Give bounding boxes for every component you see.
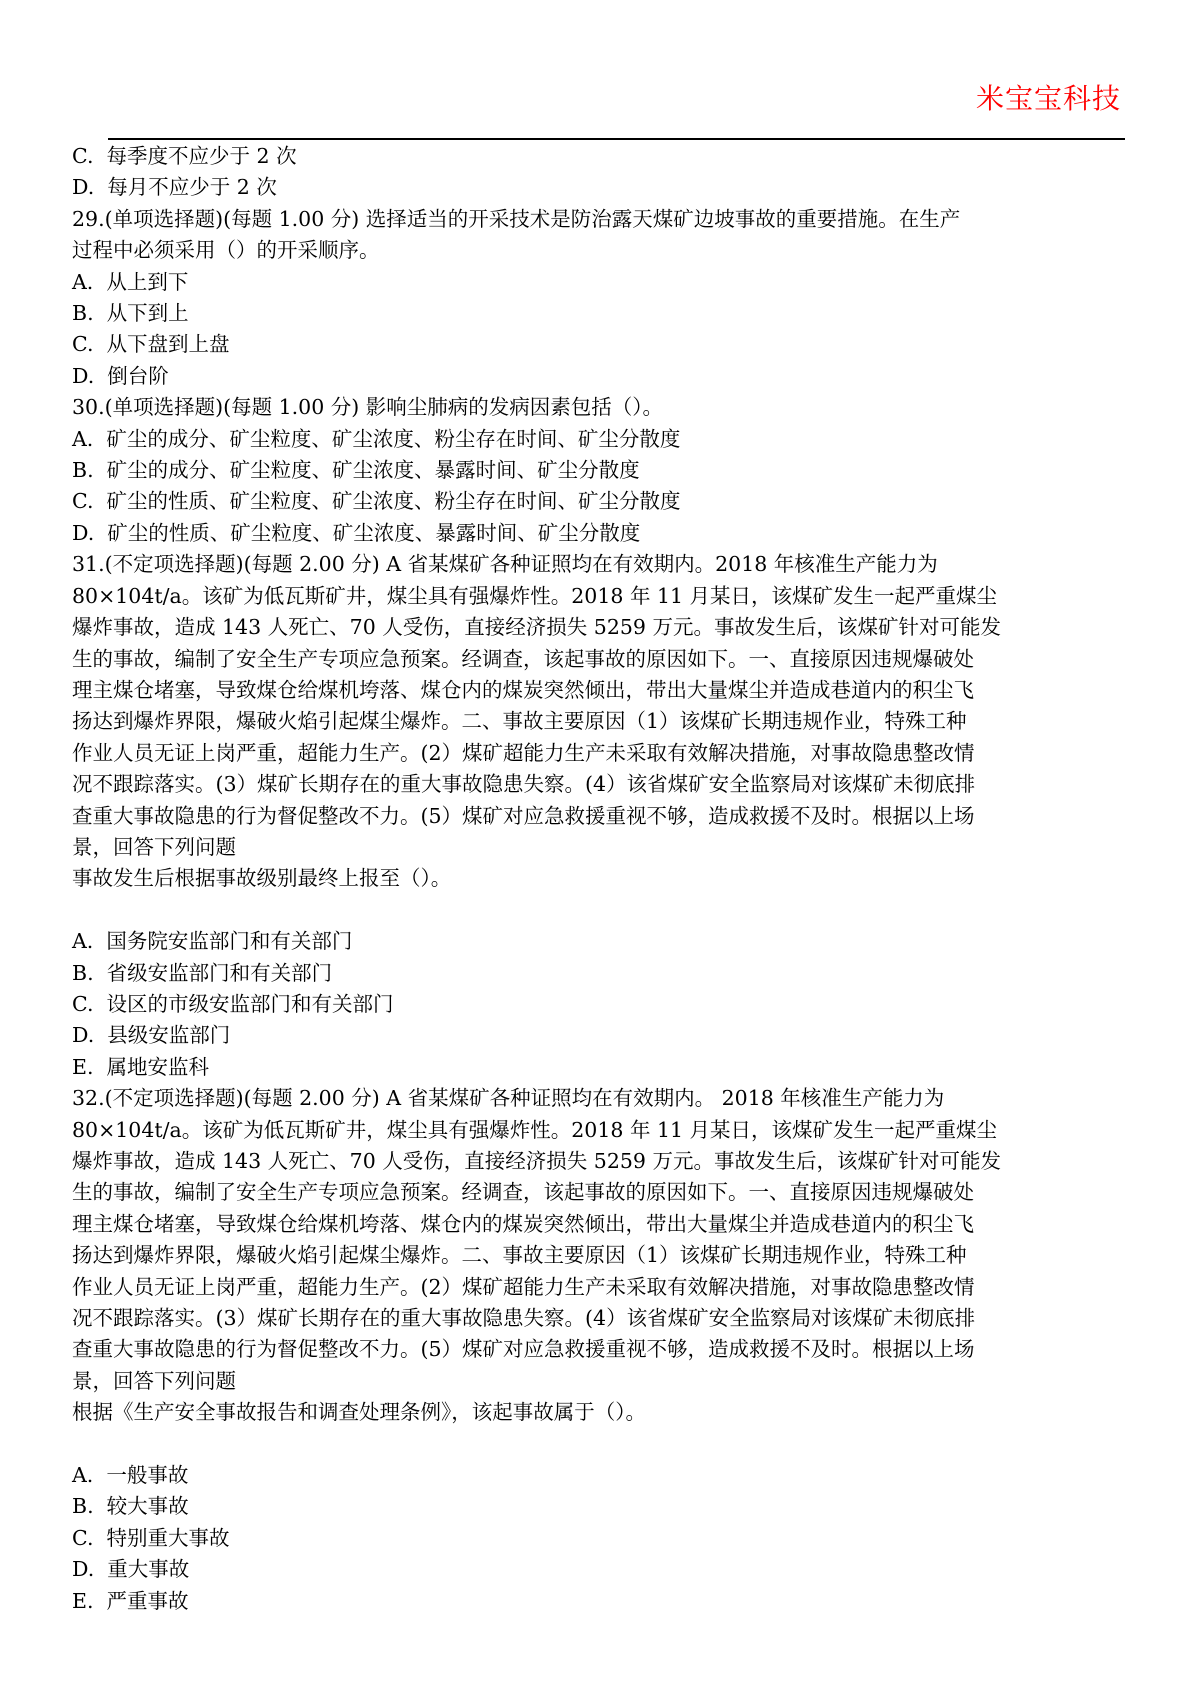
stem-line: 景，回答下列问题 bbox=[72, 834, 236, 859]
option-c: C. 特别重大事故 bbox=[72, 1525, 230, 1550]
option-b: B. 省级安监部门和有关部门 bbox=[72, 960, 333, 985]
stem-line: 31.(不定项选择题)(每题 2.00 分) A 省某煤矿各种证照均在有效期内。2018 年核准生产能力为 bbox=[72, 552, 938, 577]
brand-watermark: 米宝宝科技 bbox=[975, 82, 1121, 115]
question-31 bbox=[72, 549, 1127, 1083]
option-d: D. 矿尘的性质、矿尘粒度、矿尘浓度、暴露时间、矿尘分散度 bbox=[72, 520, 641, 545]
option-d: D. 倒台阶 bbox=[72, 363, 169, 388]
carry-option-list bbox=[72, 141, 1127, 204]
sub-question: 事故发生后根据事故级别最终上报至（）。 bbox=[72, 866, 452, 891]
stem-line: 理主煤仓堵塞，导致煤仓给煤机垮落、煤仓内的煤炭突然倾出，带出大量煤尘并造成巷道内的积尘飞 bbox=[72, 1211, 974, 1236]
stem-line: 扬达到爆炸界限，爆破火焰引起煤尘爆炸。二、事故主要原因（1）该煤矿长期违规作业，特殊工种 bbox=[72, 709, 967, 734]
option-e: E. 属地安监科 bbox=[72, 1054, 210, 1079]
stem-line: 生的事故，编制了安全生产专项应急预案。经调查，该起事故的原因如下。一、直接原因违规爆破处 bbox=[72, 1180, 974, 1205]
question-29 bbox=[72, 204, 1127, 392]
option-a: A. 矿尘的成分、矿尘粒度、矿尘浓度、粉尘存在时间、矿尘分散度 bbox=[72, 426, 681, 451]
question-stem-cont: 过程中必须采用（）的开采顺序。 bbox=[72, 238, 380, 263]
sub-question: 根据《生产安全事故报告和调查处理条例》，该起事故属于（）。 bbox=[72, 1400, 646, 1425]
stem-line: 作业人员无证上岗严重，超能力生产。(2）煤矿超能力生产未采取有效解决措施，对事故隐患整改情 bbox=[72, 1274, 975, 1299]
blank-gap bbox=[72, 1429, 1127, 1460]
stem-line: 爆炸事故，造成 143 人死亡、70 人受伤，直接经济损失 5259 万元。事故发生后，该煤矿针对可能发 bbox=[72, 1148, 1001, 1173]
stem-line: 作业人员无证上岗严重，超能力生产。(2）煤矿超能力生产未采取有效解决措施，对事故隐患整改情 bbox=[72, 740, 975, 765]
option-d: D. 重大事故 bbox=[72, 1557, 190, 1582]
option-c: C. 从下盘到上盘 bbox=[72, 332, 230, 357]
stem-line: 爆炸事故，造成 143 人死亡、70 人受伤，直接经济损失 5259 万元。事故发生后，该煤矿针对可能发 bbox=[72, 615, 1001, 640]
option-d: D. 县级安监部门 bbox=[72, 1023, 231, 1048]
option-a: A. 从上到下 bbox=[72, 269, 189, 294]
option-a: A. 国务院安监部门和有关部门 bbox=[72, 929, 353, 954]
option-d: D. 每月不应少于 2 次 bbox=[72, 175, 277, 200]
option-c: C. 每季度不应少于 2 次 bbox=[72, 144, 297, 168]
option-e: E. 严重事故 bbox=[72, 1588, 189, 1613]
stem-line: 查重大事故隐患的行为督促整改不力。(5）煤矿对应急救援重视不够，造成救援不及时。根据以上场 bbox=[72, 1337, 975, 1362]
stem-line: 32.(不定项选择题)(每题 2.00 分) A 省某煤矿各种证照均在有效期内。 2018 年核准生产能力为 bbox=[72, 1086, 945, 1111]
option-c: C. 设区的市级安监部门和有关部门 bbox=[72, 991, 394, 1016]
question-32 bbox=[72, 1083, 1127, 1617]
stem-line: 生的事故，编制了安全生产专项应急预案。经调查，该起事故的原因如下。一、直接原因违规爆破处 bbox=[72, 646, 974, 671]
option-b: B. 矿尘的成分、矿尘粒度、矿尘浓度、暴露时间、矿尘分散度 bbox=[72, 458, 640, 483]
stem-line: 80×104t/a。该矿为低瓦斯矿井，煤尘具有强爆炸性。2018 年 11 月某日，该煤矿发生一起严重煤尘 bbox=[72, 1117, 998, 1142]
header-divider bbox=[108, 138, 1125, 140]
question-30 bbox=[72, 392, 1127, 549]
exam-content bbox=[72, 141, 1127, 1617]
stem-line: 况不跟踪落实。(3）煤矿长期存在的重大事故隐患失察。(4）该省煤矿安全监察局对该煤矿未彻底排 bbox=[72, 1306, 976, 1331]
stem-line: 景，回答下列问题 bbox=[72, 1368, 236, 1393]
question-stem: 29.(单项选择题)(每题 1.00 分) 选择适当的开采技术是防治露天煤矿边坡事故的重要措施。在生产 bbox=[72, 206, 961, 231]
blank-gap bbox=[72, 895, 1127, 926]
option-a: A. 一般事故 bbox=[72, 1463, 189, 1488]
stem-line: 况不跟踪落实。(3）煤矿长期存在的重大事故隐患失察。(4）该省煤矿安全监察局对该煤矿未彻底排 bbox=[72, 772, 976, 797]
stem-line: 理主煤仓堵塞，导致煤仓给煤机垮落、煤仓内的煤炭突然倾出，带出大量煤尘并造成巷道内的积尘飞 bbox=[72, 677, 974, 702]
stem-line: 扬达到爆炸界限，爆破火焰引起煤尘爆炸。二、事故主要原因（1）该煤矿长期违规作业，特殊工种 bbox=[72, 1243, 967, 1268]
question-stem: 30.(单项选择题)(每题 1.00 分) 影响尘肺病的发病因素包括（）。 bbox=[72, 395, 664, 420]
option-c: C. 矿尘的性质、矿尘粒度、矿尘浓度、粉尘存在时间、矿尘分散度 bbox=[72, 489, 681, 514]
option-b: B. 从下到上 bbox=[72, 301, 189, 326]
stem-line: 80×104t/a。该矿为低瓦斯矿井，煤尘具有强爆炸性。2018 年 11 月某日，该煤矿发生一起严重煤尘 bbox=[72, 583, 998, 608]
option-b: B. 较大事故 bbox=[72, 1494, 189, 1519]
stem-line: 查重大事故隐患的行为督促整改不力。(5）煤矿对应急救援重视不够，造成救援不及时。根据以上场 bbox=[72, 803, 975, 828]
